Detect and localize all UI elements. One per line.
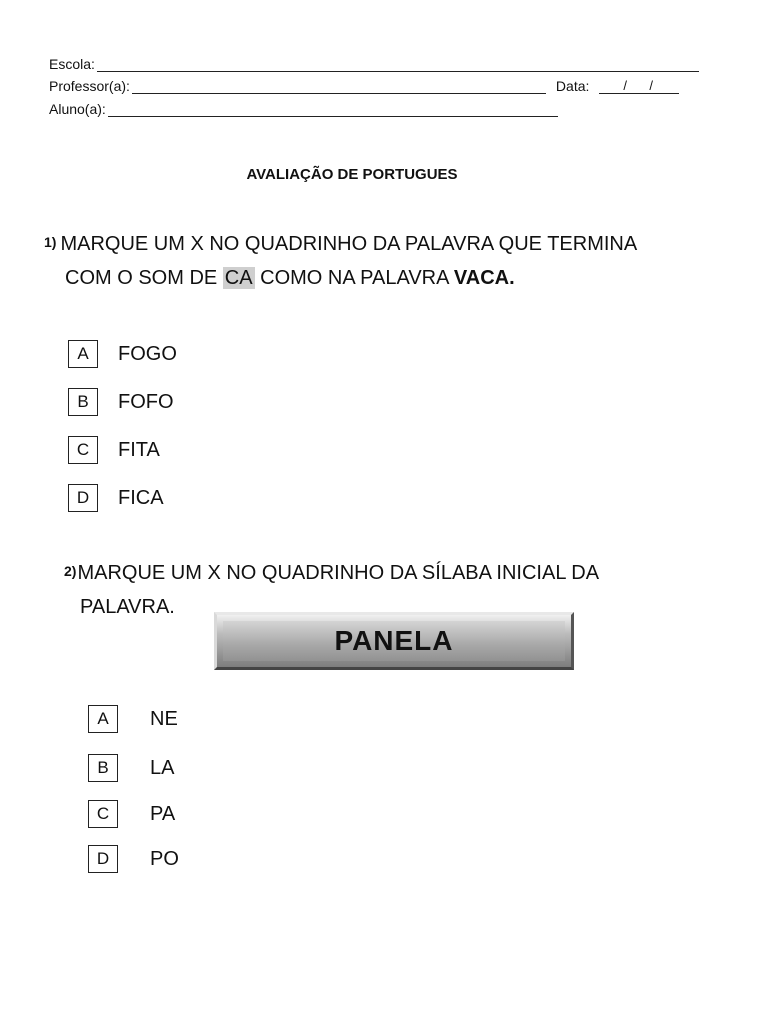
highlighted-syllable: CA — [224, 267, 253, 289]
school-label: Escola: — [49, 56, 95, 72]
option-checkbox[interactable]: A — [68, 340, 98, 368]
option-checkbox[interactable]: C — [88, 800, 118, 828]
question-2-line-2: PALAVRA. — [80, 596, 175, 618]
option-label: LA — [150, 756, 175, 779]
date-separator: / — [623, 78, 628, 93]
question-2-line-1 — [64, 554, 599, 590]
option-label: FITA — [118, 438, 160, 461]
option-checkbox[interactable]: C — [68, 436, 98, 464]
question-2-line-1-text: MARQUE UM X NO QUADRINHO DA SÍLABA INICIAL DA — [77, 562, 600, 584]
word-card — [214, 612, 574, 670]
question-1-line-1-text: MARQUE UM X NO QUADRINHO DA PALAVRA QUE TERMINA — [60, 233, 638, 255]
date-field[interactable] — [599, 79, 679, 94]
date-label: Data: — [555, 78, 590, 94]
page-title: AVALIAÇÃO DE PORTUGUES — [246, 166, 458, 183]
school-row — [49, 56, 699, 72]
option-checkbox[interactable]: B — [68, 388, 98, 416]
example-word: VACA. — [453, 267, 515, 289]
question-1-line-1 — [44, 225, 637, 261]
option-label: PO — [150, 847, 179, 870]
student-field[interactable] — [108, 102, 558, 117]
q1-option-d[interactable] — [68, 484, 164, 512]
q1-option-c[interactable] — [68, 436, 160, 464]
question-1-text — [44, 225, 637, 295]
word-card-text: PANELA — [334, 625, 454, 656]
school-field[interactable] — [97, 57, 699, 72]
date-separator: / — [649, 78, 654, 93]
question-1-line-2-mid: COMO NA PALAVRA — [254, 267, 454, 289]
q2-option-c[interactable] — [88, 800, 175, 828]
option-label: FOFO — [118, 390, 174, 413]
student-row — [49, 101, 558, 117]
question-1-line-2-pre: COM O SOM DE — [65, 267, 223, 289]
option-checkbox[interactable]: D — [68, 484, 98, 512]
option-checkbox[interactable]: B — [88, 754, 118, 782]
question-2-number: 2) — [64, 563, 77, 579]
q1-option-b[interactable] — [68, 388, 174, 416]
option-label: PA — [150, 802, 176, 825]
option-label: NE — [150, 707, 178, 730]
option-label: FOGO — [118, 342, 177, 365]
option-label: FICA — [118, 486, 164, 509]
option-checkbox[interactable]: A — [88, 705, 118, 733]
teacher-row — [49, 78, 679, 94]
q1-option-a[interactable] — [68, 340, 177, 368]
teacher-label: Professor(a): — [49, 78, 130, 94]
question-1-line-2 — [44, 261, 637, 295]
q2-option-b[interactable] — [88, 754, 174, 782]
question-1-number: 1) — [44, 234, 57, 250]
q2-option-a[interactable] — [88, 705, 178, 733]
teacher-field[interactable] — [132, 79, 546, 94]
student-label: Aluno(a): — [49, 101, 106, 117]
q2-option-d[interactable] — [88, 845, 179, 873]
option-checkbox[interactable]: D — [88, 845, 118, 873]
